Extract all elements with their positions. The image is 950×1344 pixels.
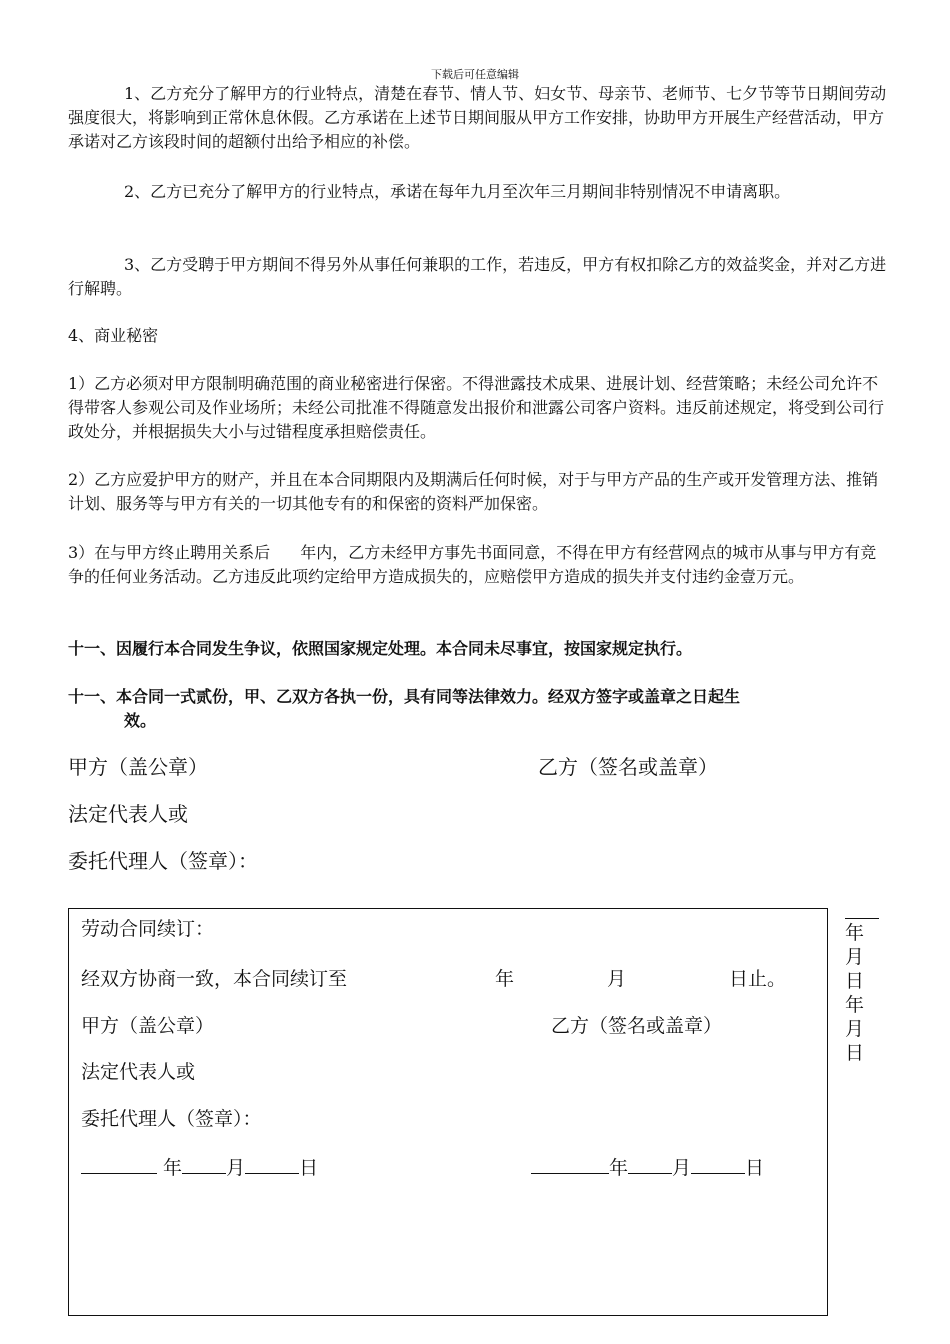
trade-secret-3-rest: 年内，乙方未经甲方事先书面同意，不得在甲方有经营网点的城市从事与甲方有竞争的任何业务活动。乙方违反此项约定给甲方造成损失的，应赔偿甲方造成的损失并支付违约金壹万元。 [68,543,877,586]
date-year-b: 年 [609,1157,629,1179]
agent-label: 委托代理人（签章）： [68,849,258,873]
date-year-a: 年 [163,1157,183,1179]
party-a-label: 甲方（盖公章） [68,755,208,779]
renewal-party-a: 甲方（盖公章） [81,1015,215,1037]
renewal-year: 年 [495,968,515,990]
date-day-a: 日 [299,1157,319,1179]
clause-copies-line1: 十一、本合同一式贰份，甲、乙双方各执一份，具有同等法律效力。经双方签字或盖章之日起生 [68,687,741,706]
trade-secret-1: 1）乙方必须对甲方限制明确范围的商业秘密进行保密。不得泄露技术成果、进展计划、经营策略；未经公司允许不得带客人参观公司及作业场所；未经公司批准不得随意发出报价和泄露公司客户资料。违反前述规定，将受到公司行政处分，并根据损失大小与过错程度承担赔偿责任。 [68,374,885,441]
renewal-agent: 委托代理人（签章）： [81,1108,262,1130]
blank-day-b [691,1153,745,1174]
renewal-title: 劳动合同续订： [81,918,215,940]
trade-secret-2: 2）乙方应爱护甲方的财产，并且在本合同期限内及期满后任何时候，对于与甲方产品的生产或开发管理方法、推销计划、服务等与甲方有关的一切其他专有的和保密的资料严加保密。 [68,470,879,513]
blank-month-a [182,1153,226,1174]
renewal-date-b [531,1153,764,1180]
side-date-3: 日 [845,970,865,992]
blank-day-a [245,1153,299,1174]
clause-copies [68,685,888,733]
side-date-4: 年 [845,994,865,1016]
renewal-until-text: 经双方协商一致，本合同续订至 [81,968,348,990]
renewal-date-a [81,1153,318,1180]
date-month-a: 月 [226,1157,246,1179]
trade-secret-3-start: 3）在与甲方终止聘用关系后 [68,543,271,562]
date-day-b: 日 [745,1157,765,1179]
blank-year-a [81,1153,157,1174]
side-date-column [845,918,881,1065]
legal-rep-label: 法定代表人或 [68,802,188,826]
date-month-b: 月 [672,1157,692,1179]
renewal-party-b: 乙方（签名或盖章） [551,1015,723,1037]
party-b-label: 乙方（签名或盖章） [538,755,718,779]
clause-3: 3、乙方受聘于甲方期间不得另外从事任何兼职的工作，若违反，甲方有权扣除乙方的效益奖金，并对乙方进行解聘。 [68,255,887,298]
clause-1: 1、乙方充分了解甲方的行业特点，清楚在春节、情人节、妇女节、母亲节、老师节、七夕节等节日期间劳动强度很大，将影响到正常休息休假。乙方承诺在上述节日期间服从甲方工作安排，协助甲方开展生产经营活动，甲方承诺对乙方该段时间的超额付出给予相应的补偿。 [68,84,887,151]
renewal-month: 月 [607,968,627,990]
renewal-day: 日止。 [729,968,787,990]
side-date-2: 月 [845,946,865,968]
section-trade-secret: 4、商业秘密 [68,326,159,345]
renewal-legal-rep: 法定代表人或 [81,1061,196,1083]
side-date-6: 日 [845,1042,865,1064]
blank-year-b [531,1153,609,1174]
clause-2: 2、乙方已充分了解甲方的行业特点，承诺在每年九月至次年三月期间非特别情况不申请离职。 [124,182,791,201]
clause-copies-line2: 效。 [124,711,157,730]
side-date-5: 月 [845,1018,865,1040]
trade-secret-3 [68,541,888,589]
clause-dispute: 十一、因履行本合同发生争议，依照国家规定处理。本合同未尽事宜，按国家规定执行。 [68,639,693,658]
page-header: 下载后可任意编辑 [431,68,519,81]
blank-month-b [628,1153,672,1174]
renewal-box [68,908,828,1316]
side-date-1: 年 [845,922,865,944]
